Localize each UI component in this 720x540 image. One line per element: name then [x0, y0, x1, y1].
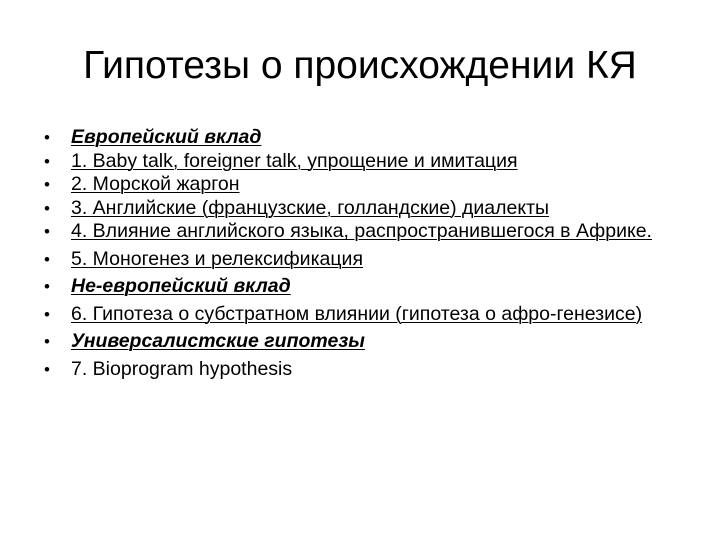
bullet-icon: •	[44, 198, 50, 218]
hypothesis-4-text: 4. Влияние английского языка, распространившегося в Африке.	[71, 220, 652, 242]
section-heading-european: Европейский вклад	[71, 126, 262, 148]
hypothesis-2-text: 2. Морской жаргон	[71, 173, 240, 195]
bullet-icon: •	[44, 249, 50, 269]
hypothesis-5-text: 5. Моногенез и релексификация	[71, 247, 364, 270]
bullet-item-1	[44, 150, 684, 174]
bullet-item-5	[44, 248, 684, 272]
bullet-icon: •	[44, 151, 50, 171]
bullet-icon: •	[44, 222, 50, 241]
bullet-item-non-european	[44, 275, 684, 299]
hypothesis-1-text: 1. Baby talk, foreigner talk, упрощение и имитация	[71, 149, 518, 172]
bullet-item-european	[44, 126, 684, 150]
bullet-list	[44, 126, 684, 385]
slide-title: Гипотезы о происхождении КЯ	[83, 44, 637, 87]
bullet-icon: •	[44, 359, 50, 379]
hypothesis-3-text: 3. Английские (французские, голландские) диалекты	[71, 196, 550, 219]
hypothesis-7-text: 7. Bioprogram hypothesis	[71, 357, 293, 380]
section-heading-universalist: Универсалистские гипотезы	[71, 330, 365, 352]
bullet-icon: •	[44, 304, 50, 324]
bullet-item-6	[44, 303, 684, 327]
hypothesis-6-text: 6. Гипотеза о субстратном влиянии (гипотеза о афро-генезисе)	[71, 302, 643, 325]
bullet-item-universalist	[44, 330, 684, 354]
section-heading-non-european: Не-европейский вклад	[71, 275, 291, 297]
bullet-item-3	[44, 197, 684, 221]
bullet-item-2	[44, 173, 684, 197]
bullet-icon: •	[44, 175, 50, 194]
bullet-icon: •	[44, 332, 50, 351]
bullet-item-4	[44, 220, 684, 244]
bullet-item-7	[44, 358, 684, 382]
bullet-icon: •	[44, 128, 50, 147]
bullet-icon: •	[44, 277, 50, 296]
